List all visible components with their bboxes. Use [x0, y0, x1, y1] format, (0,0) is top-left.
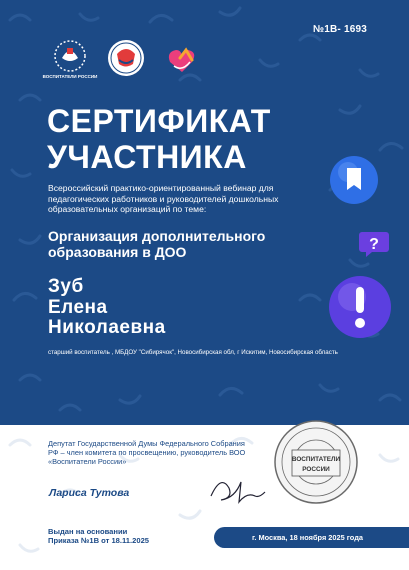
title-line-2: УЧАСТНИКА: [47, 139, 247, 175]
participant-name: [48, 277, 298, 339]
stamp-text-bottom: РОССИИ: [302, 466, 330, 473]
bookmark-bubble-icon: [328, 154, 380, 206]
webinar-topic: Организация дополнительного образования в ДОО: [48, 228, 266, 260]
issued-line-1: Выдан на основании: [48, 527, 128, 536]
question-bubble-icon: [358, 226, 392, 260]
svg-text:?: ?: [369, 236, 379, 253]
certificate-number: №1В- 1693: [312, 24, 367, 35]
webinar-intro: Всероссийский практико-ориентированный вебинар для педагогических работников и руководителей дошкольных образовательных организаций по теме:: [48, 183, 279, 215]
emblem-logo: [104, 36, 148, 80]
signature-image: [205, 466, 275, 506]
organization-stamp: [272, 418, 360, 506]
deputy-title: Депутат Государственной Думы Федерального Собрания РФ – член комитета по просвещению, руководитель ВОО «Воспитатели России»: [48, 439, 246, 466]
hearts-logo: [160, 36, 204, 80]
title-line-1: СЕРТИФИКАТ: [47, 103, 271, 139]
date-place-bar: [214, 527, 409, 548]
logos-row: [42, 36, 204, 80]
svg-text:ВОСПИТАТЕЛИ РОССИИ: ВОСПИТАТЕЛИ РОССИИ: [42, 74, 98, 79]
first-name: Елена: [48, 296, 108, 318]
issued-basis: [48, 527, 198, 546]
surname: Зуб: [48, 276, 84, 297]
signer-name: Лариса Тутова: [49, 487, 130, 499]
certificate-title: [47, 103, 347, 175]
issued-line-2: Приказа №1В от 18.11.2025: [48, 536, 150, 546]
exclamation-bubble-icon: [326, 273, 394, 341]
participant-position: старший воспитатель , МБДОУ "Сибирячок", Новосибирская обл, г Искитим, Новосибирская область: [48, 349, 338, 356]
stamp-text-top: ВОСПИТАТЕЛИ: [291, 456, 341, 463]
vospitateli-rossii-logo: [42, 36, 98, 80]
date-place: г. Москва, 18 ноября 2025 года: [252, 533, 363, 542]
patronymic: Николаевна: [48, 317, 166, 338]
